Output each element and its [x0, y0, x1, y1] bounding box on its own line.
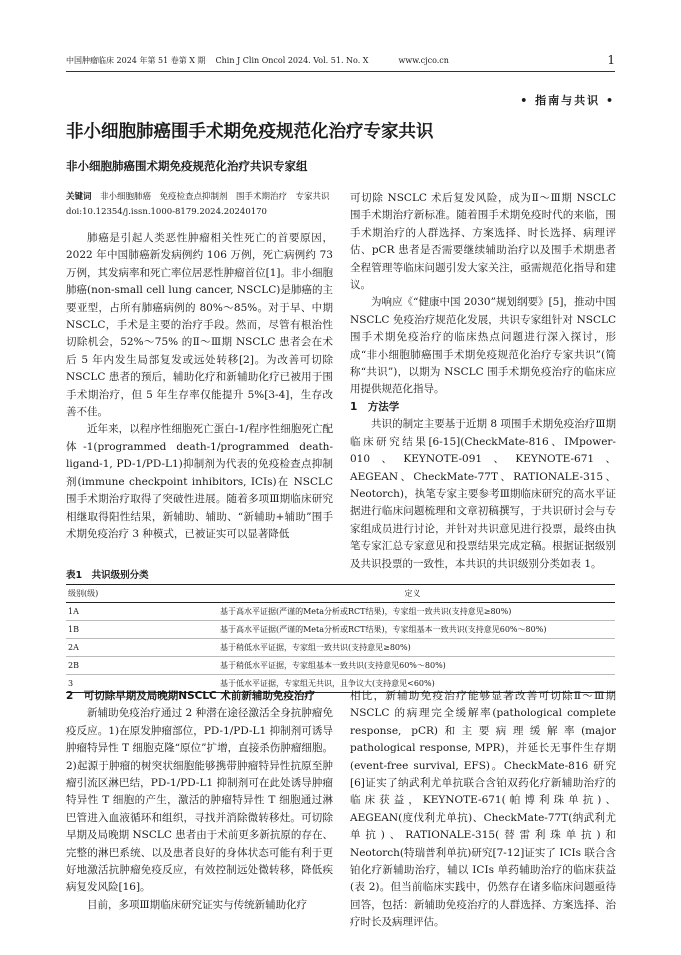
keywords-label: 关键词: [66, 192, 92, 202]
bottom-left-column: [66, 688, 333, 914]
table-row: 1A 基于高水平证据(严谨的Meta分析或RCT结果)，专家组一致共识(支持意见≥80%): [66, 603, 615, 621]
header-rule: [66, 71, 615, 72]
intro-paragraph-1: 肺癌是引起人类恶性肿瘤相关性死亡的首要原因，2022 年中国肺癌新发病例约 106 万例，死亡病例约 73 万例，其发病率和死亡率位居恶性肿瘤首位[1]。非小细胞肺癌(non-small cell lung cancer, NSCLC)是肺癌的主要亚型，占所有肺癌病例的 80%～85%。对于早、中期 NSCLC，手术是主要的治疗手段。然而，尽管有根治性切除机会，52%～75% 的Ⅱ～Ⅲ期 NSCLC 患者会在术后 5 年内发生局部复发或远处转移[2]。为改善可切除 NSCLC 患者的预后，辅助化疗和新辅助化疗已被用于围手术期治疗，但 5 年生存率仅能提升 5%[3-4]，生存改善不佳。: [66, 232, 333, 419]
table-header-definition: 定义: [210, 585, 615, 603]
section-2-paragraph-3: 相比，新辅助免疫治疗能够显著改善可切除Ⅱ～Ⅲ期 NSCLC 的病理完全缓解率(pathological complete response, pCR)和主要病理缓解率(major pathological response, MPR)，并延长无事件生存期(event-free survival, EFS)。CheckMate-816 研究[6]证实了纳武利尤单抗联合含铂双药化疗新辅助治疗的临床获益，KEYNOTE-671(帕博利珠单抗)、AEGEAN(度伐利尤单抗)、CheckMate-77T(纳武利尤单抗)、RATIONALE-315(替雷利珠单抗)和 Neotorch(特瑞普利单抗)研究[7-12]证实了 ICIs 联合含铂化疗新辅助治疗，辅以 ICIs 单药辅助治疗的临床获益(表 2)。但当前临床实践中，仍然存在诸多临床问题亟待回答，包括：新辅助免疫治疗的人群选择、方案选择、治疗时长及病理评估。: [350, 690, 616, 929]
table-caption: 表1 共识级别分类: [66, 570, 149, 581]
page-number: 1: [607, 53, 615, 67]
authors: 非小细胞肺癌围术期免疫规范化治疗共识专家组: [66, 159, 308, 173]
intro-paragraph-2: 近年来，以程序性细胞死亡蛋白-1/程序性细胞死亡配体-1(programmed death-1/programmed death-ligand-1, PD-1/PD-L1)抑制剂为代表的免疫检查点抑制剂(immune checkpoint inhibitors, ICIs)在 NSCLC 围手术期治疗取得了突破性进展。随着多项Ⅲ期临床研究相继取得阳性结果，新辅助、辅助、“新辅助+辅助”围手术期免疫治疗 3 种模式，已被证实可以显著降低: [66, 423, 333, 540]
intro-paragraph-3: 可切除 NSCLC 术后复发风险，成为Ⅱ～Ⅲ期 NSCLC 围手术期治疗新标准。随着围手术期免疫时代的来临，围手术期治疗的人群选择、方案选择、时长选择、病理评估、pCR 患者是否需要继续辅助治疗以及围手术期患者全程管理等临床问题引发大家关注，亟需规范化指导和建议。: [350, 192, 616, 292]
table-row: 1B 基于高水平证据(严谨的Meta分析或RCT结果)，专家组基本一致共识(支持意见60%～80%): [66, 621, 615, 639]
methods-paragraph: 共识的制定主要基于近期 8 项围手术期免疫治疗Ⅲ期临床研究结果[6-15](CheckMate-816、IMpower-010、KEYNOTE-091、KEYNOTE-671、AEGEAN、CheckMate-77T、RATIONALE-315、Neotorch)，执笔专家主要参考Ⅲ期临床研究的高水平证据进行临床问题梳理和文章初稿撰写，于共识研讨会与专家组成员进行讨论，并针对共识意见进行投票，最终由执笔专家汇总专家意见和投票结果完成定稿。根据证据级别及共识投票的一致性，本共识的共识级别分类如表 1。: [350, 418, 616, 570]
article-title: 非小细胞肺癌围手术期免疫规范化治疗专家共识: [66, 122, 434, 142]
running-header: [66, 52, 615, 68]
journal-url: www.cjco.cn: [398, 55, 449, 65]
journal-cn: 中国肿瘤临床 2024 年第 51 卷第 X 期: [66, 55, 206, 65]
left-column: [66, 190, 333, 543]
table-header-level: 级别(级): [66, 585, 210, 603]
section-2-paragraph-1: 新辅助免疫治疗通过 2 种潜在途径激活全身抗肿瘤免疫反应。1)在原发肿瘤部位，PD-1/PD-L1 抑制剂可诱导肿瘤特异性 T 细胞克隆“原位”扩增，直接杀伤肿瘤细胞。2)起源于肿瘤的树突状细胞能够携带肿瘤特异性抗原至肿瘤引流区淋巴结，PD-1/PD-L1 抑制剂可在此处诱导肿瘤特异性 T 细胞的产生，激活的肿瘤特异性 T 细胞通过淋巴管进入血液循环和组织，寻找并消除微转移灶。可切除早期及局晚期 NSCLC 患者由于术前更多新抗原的存在、完整的淋巴系统、以及患者良好的身体状态可能有利于更好地激活抗肿瘤免疫反应，有效控制远处微转移，降低疾病复发风险[16]。: [66, 707, 333, 894]
table-row: 2B 基于稍低水平证据，专家组基本一致共识(支持意见60%～80%): [66, 657, 615, 675]
consensus-level-table: [66, 584, 615, 693]
intro-paragraph-4: 为响应《“健康中国 2030”规划纲要》[5]，推动中国 NSCLC 免疫治疗规范化发展，共识专家组针对 NSCLC 围手术期免疫治疗的临床热点问题进行深入探讨，形成“非小细胞肺癌围手术期免疫规范化治疗专家共识”(简称“共识”)，以期为 NSCLC 围手术期免疫治疗的临床应用提供规范化指导。: [350, 296, 616, 396]
section-2-heading: 2 可切除早期及局晚期NSCLC 术前新辅助免疫治疗: [66, 690, 315, 702]
journal-en: Chin J Clin Oncol 2024. Vol. 51. No. X: [215, 55, 369, 65]
bottom-right-column: [350, 688, 616, 932]
keywords: [66, 190, 333, 205]
right-column: [350, 190, 616, 573]
keywords-text: 非小细胞肺癌 免疫检查点抑制剂 围手术期治疗 专家共识: [100, 192, 330, 202]
doi: doi:10.12354/j.issn.1000-8179.2024.20240170: [66, 207, 267, 217]
table-row: 2A 基于稍低水平证据，专家组一致共识(支持意见≥80%): [66, 639, 615, 657]
column-tag: • 指南与共识 •: [520, 94, 615, 107]
section-2-paragraph-2: 目前，多项Ⅲ期临床研究证实与传统新辅助化疗: [87, 898, 308, 911]
section-1-heading: 1 方法学: [350, 400, 400, 413]
table-row: 3 基于低水平证据，专家组无共识，且争议大(支持意见<60%): [66, 675, 615, 693]
